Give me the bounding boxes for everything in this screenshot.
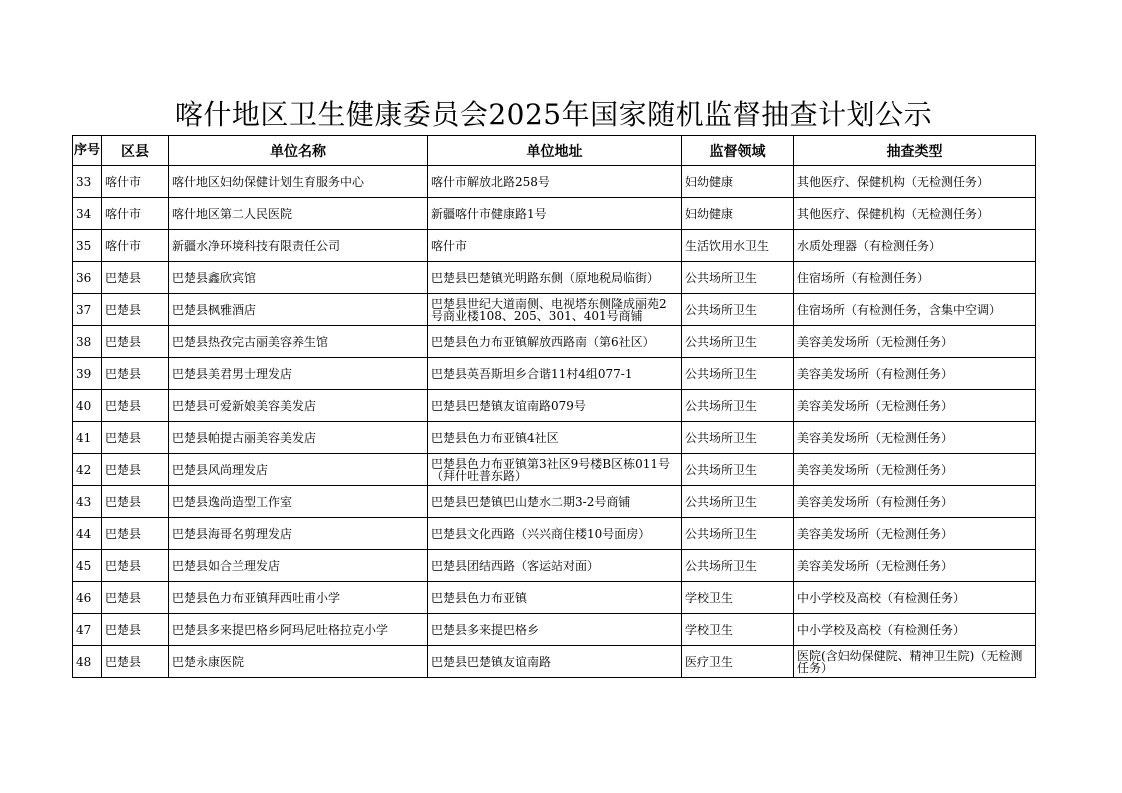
cell-unit-name: 喀什地区妇幼保健计划生育服务中心	[169, 166, 428, 198]
cell-no: 41	[73, 422, 102, 454]
cell-supervision-field: 公共场所卫生	[682, 486, 794, 518]
header-no: 序号	[73, 136, 102, 166]
cell-district: 巴楚县	[102, 518, 169, 550]
header-unit-name: 单位名称	[169, 136, 428, 166]
cell-unit-address: 喀什市解放北路258号	[428, 166, 682, 198]
table-row	[73, 294, 1036, 326]
cell-supervision-field: 妇幼健康	[682, 166, 794, 198]
cell-supervision-field: 公共场所卫生	[682, 390, 794, 422]
cell-no: 34	[73, 198, 102, 230]
cell-supervision-field: 生活饮用水卫生	[682, 230, 794, 262]
cell-unit-address: 巴楚县色力布亚镇	[428, 582, 682, 614]
cell-district: 巴楚县	[102, 422, 169, 454]
cell-unit-address: 新疆喀什市健康路1号	[428, 198, 682, 230]
table-row	[73, 166, 1036, 198]
cell-no: 48	[73, 646, 102, 678]
table-row	[73, 198, 1036, 230]
cell-unit-address: 巴楚县巴楚镇友谊南路079号	[428, 390, 682, 422]
table-row	[73, 646, 1036, 678]
cell-inspection-type: 水质处理器（有检测任务）	[794, 230, 1036, 262]
header-supervision-field: 监督领域	[682, 136, 794, 166]
cell-unit-address: 巴楚县巴楚镇友谊南路	[428, 646, 682, 678]
cell-no: 47	[73, 614, 102, 646]
cell-unit-name: 巴楚县逸尚造型工作室	[169, 486, 428, 518]
cell-unit-address: 巴楚县色力布亚镇4社区	[428, 422, 682, 454]
header-inspection-type: 抽查类型	[794, 136, 1036, 166]
cell-district: 巴楚县	[102, 646, 169, 678]
cell-unit-name: 巴楚县帕提古丽美容美发店	[169, 422, 428, 454]
cell-unit-address: 巴楚县世纪大道南侧、电视塔东侧隆成丽苑2号商业楼108、205、301、401号商铺	[428, 294, 682, 326]
cell-inspection-type: 其他医疗、保健机构（无检测任务）	[794, 198, 1036, 230]
cell-inspection-type: 住宿场所（有检测任务）	[794, 262, 1036, 294]
cell-no: 40	[73, 390, 102, 422]
cell-no: 43	[73, 486, 102, 518]
table-row	[73, 262, 1036, 294]
cell-unit-address: 巴楚县巴楚镇光明路东侧（原地税局临街）	[428, 262, 682, 294]
header-row	[73, 136, 1036, 166]
cell-inspection-type: 住宿场所（有检测任务，含集中空调）	[794, 294, 1036, 326]
cell-no: 42	[73, 454, 102, 486]
cell-district: 巴楚县	[102, 294, 169, 326]
table-row	[73, 422, 1036, 454]
cell-district: 巴楚县	[102, 550, 169, 582]
cell-supervision-field: 学校卫生	[682, 582, 794, 614]
cell-unit-name: 巴楚县海哥名剪理发店	[169, 518, 428, 550]
table-row	[73, 614, 1036, 646]
cell-inspection-type: 美容美发场所（无检测任务）	[794, 518, 1036, 550]
table-row	[73, 326, 1036, 358]
cell-district: 巴楚县	[102, 262, 169, 294]
cell-inspection-type: 中小学校及高校（有检测任务）	[794, 614, 1036, 646]
cell-district: 巴楚县	[102, 326, 169, 358]
cell-inspection-type: 美容美发场所（无检测任务）	[794, 422, 1036, 454]
cell-no: 46	[73, 582, 102, 614]
cell-inspection-type: 美容美发场所（有检测任务）	[794, 486, 1036, 518]
cell-unit-name: 巴楚县多来提巴格乡阿玛尼吐格拉克小学	[169, 614, 428, 646]
cell-unit-name: 巴楚县风尚理发店	[169, 454, 428, 486]
cell-no: 36	[73, 262, 102, 294]
cell-district: 巴楚县	[102, 454, 169, 486]
header-district: 区县	[102, 136, 169, 166]
table-row	[73, 358, 1036, 390]
cell-district: 巴楚县	[102, 358, 169, 390]
table-row	[73, 486, 1036, 518]
table-row	[73, 518, 1036, 550]
cell-no: 37	[73, 294, 102, 326]
cell-unit-address: 巴楚县团结西路（客运站对面）	[428, 550, 682, 582]
cell-inspection-type: 美容美发场所（有检测任务）	[794, 358, 1036, 390]
cell-inspection-type: 美容美发场所（无检测任务）	[794, 326, 1036, 358]
cell-no: 38	[73, 326, 102, 358]
cell-supervision-field: 妇幼健康	[682, 198, 794, 230]
cell-unit-name: 新疆水净环境科技有限责任公司	[169, 230, 428, 262]
inspection-plan-table	[72, 135, 1036, 678]
cell-unit-name: 巴楚县色力布亚镇拜西吐甫小学	[169, 582, 428, 614]
cell-unit-address: 喀什市	[428, 230, 682, 262]
cell-inspection-type: 美容美发场所（无检测任务）	[794, 454, 1036, 486]
cell-district: 喀什市	[102, 230, 169, 262]
cell-inspection-type: 中小学校及高校（有检测任务）	[794, 582, 1036, 614]
cell-district: 巴楚县	[102, 614, 169, 646]
cell-inspection-type: 医院(含妇幼保健院、精神卫生院)（无检测任务）	[794, 646, 1036, 678]
header-unit-address: 单位地址	[428, 136, 682, 166]
cell-unit-address: 巴楚县色力布亚镇第3社区9号楼B区栋011号（拜什吐普东路）	[428, 454, 682, 486]
cell-district: 巴楚县	[102, 582, 169, 614]
cell-no: 35	[73, 230, 102, 262]
cell-unit-name: 巴楚永康医院	[169, 646, 428, 678]
table-row	[73, 230, 1036, 262]
cell-supervision-field: 公共场所卫生	[682, 358, 794, 390]
cell-unit-address: 巴楚县色力布亚镇解放西路南（第6社区）	[428, 326, 682, 358]
cell-supervision-field: 公共场所卫生	[682, 294, 794, 326]
table-row	[73, 582, 1036, 614]
cell-unit-name: 巴楚县枫雅酒店	[169, 294, 428, 326]
cell-no: 44	[73, 518, 102, 550]
cell-district: 巴楚县	[102, 390, 169, 422]
cell-supervision-field: 公共场所卫生	[682, 422, 794, 454]
table-row	[73, 390, 1036, 422]
cell-inspection-type: 其他医疗、保健机构（无检测任务）	[794, 166, 1036, 198]
cell-unit-address: 巴楚县英吾斯坦乡合谐11村4组077-1	[428, 358, 682, 390]
cell-unit-name: 巴楚县鑫欣宾馆	[169, 262, 428, 294]
cell-unit-address: 巴楚县巴楚镇巴山楚水二期3-2号商铺	[428, 486, 682, 518]
cell-no: 45	[73, 550, 102, 582]
cell-unit-address: 巴楚县多来提巴格乡	[428, 614, 682, 646]
cell-unit-address: 巴楚县文化西路（兴兴商住楼10号面房）	[428, 518, 682, 550]
cell-district: 喀什市	[102, 198, 169, 230]
cell-unit-name: 巴楚县可爱新娘美容美发店	[169, 390, 428, 422]
cell-unit-name: 巴楚县美君男士理发店	[169, 358, 428, 390]
cell-supervision-field: 医疗卫生	[682, 646, 794, 678]
cell-supervision-field: 公共场所卫生	[682, 518, 794, 550]
table-row	[73, 454, 1036, 486]
cell-no: 39	[73, 358, 102, 390]
cell-supervision-field: 学校卫生	[682, 614, 794, 646]
cell-supervision-field: 公共场所卫生	[682, 262, 794, 294]
cell-district: 巴楚县	[102, 486, 169, 518]
cell-supervision-field: 公共场所卫生	[682, 454, 794, 486]
page-title: 喀什地区卫生健康委员会2025年国家随机监督抽查计划公示	[174, 98, 933, 131]
cell-district: 喀什市	[102, 166, 169, 198]
cell-unit-name: 巴楚县热孜完古丽美容养生馆	[169, 326, 428, 358]
cell-unit-name: 巴楚县如合兰理发店	[169, 550, 428, 582]
cell-inspection-type: 美容美发场所（无检测任务）	[794, 390, 1036, 422]
cell-inspection-type: 美容美发场所（无检测任务）	[794, 550, 1036, 582]
table-row	[73, 550, 1036, 582]
cell-unit-name: 喀什地区第二人民医院	[169, 198, 428, 230]
cell-supervision-field: 公共场所卫生	[682, 550, 794, 582]
cell-no: 33	[73, 166, 102, 198]
cell-supervision-field: 公共场所卫生	[682, 326, 794, 358]
